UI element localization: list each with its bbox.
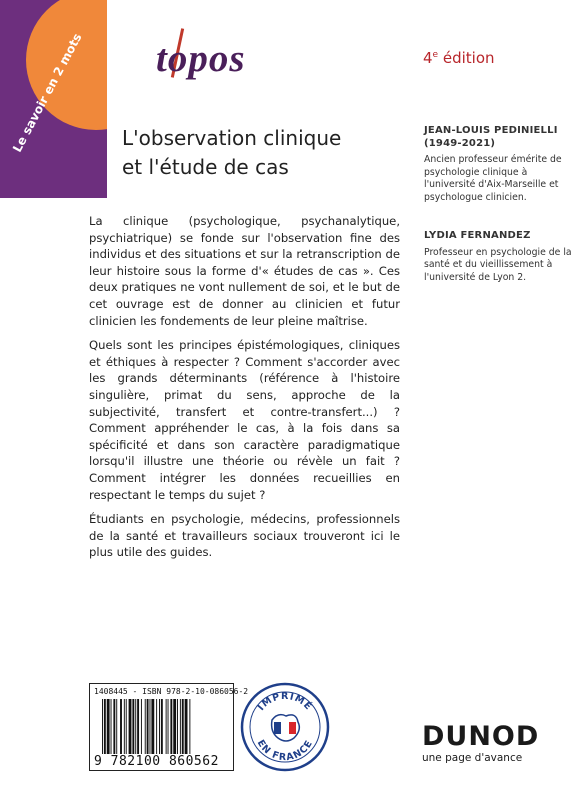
barcode-bar (120, 699, 122, 754)
barcode-bar (102, 699, 103, 754)
barcode-isbn: 1408445 - ISBN 978-2-10-086056-2 (94, 687, 249, 696)
barcode-bar (177, 699, 178, 754)
barcode-bars (102, 699, 224, 754)
seal-icon (240, 682, 330, 772)
barcode-digits: 9 782100 860562 (94, 754, 219, 769)
book-title (122, 124, 382, 182)
barcode-bar (180, 699, 181, 754)
author-dates: (1949-2021) (424, 137, 496, 149)
edition-label: 4e édition (423, 49, 495, 67)
barcode-box (89, 683, 249, 771)
summary-paragraph: Étudiants en psychologie, médecins, professionnels de la santé et travailleurs sociaux trouveront ici le plus utile des guides. (89, 512, 400, 560)
barcode-bar (113, 699, 115, 754)
author-name: LYDIA FERNANDEZ (424, 230, 531, 241)
printed-in-france-seal (240, 682, 330, 772)
barcode-bar (124, 699, 125, 754)
publisher-name: DUNOD (422, 721, 540, 752)
author-bio: Professeur en psychologie de la santé et du vieillissement à l'université de Lyon 2. (424, 246, 572, 283)
barcode-bar (132, 699, 134, 754)
barcode-bar (129, 699, 132, 754)
barcode-bar (189, 699, 190, 754)
barcode-bar (161, 699, 163, 754)
barcode-bar (147, 699, 149, 754)
author-block (424, 125, 574, 204)
barcode-bar (182, 699, 184, 754)
barcode-bar (150, 699, 151, 754)
summary-paragraph: La clinique (psychologique, psychanalytique, psychiatrique) se fonde sur l'observation fine des individus et des situations et sur la retranscription de leur histoire sous la forme d'« études de cas ». Ces deux pratiques ne vont nullement de soi, et le but de cet ouvrage est de donner au clinicien et futur clinicien les fondements de leur pleine maîtrise. (89, 214, 400, 328)
series-tagline: Le savoir en 2 mots (10, 31, 85, 155)
book-title-line: et l'étude de cas (122, 155, 289, 179)
barcode-bar (137, 699, 139, 754)
author-name: JEAN-LOUIS PEDINIELLI (424, 125, 558, 136)
author-block (424, 230, 574, 284)
series-prefix: Les (108, 52, 136, 71)
barcode-bar (104, 699, 106, 754)
series-logo: topos (156, 37, 246, 80)
publisher-tagline: une page d'avance (422, 752, 523, 764)
barcode-bar (126, 699, 127, 754)
barcode-bar (141, 699, 142, 754)
barcode-bar (156, 699, 157, 754)
barcode-bar (159, 699, 160, 754)
barcode-bar (135, 699, 136, 754)
barcode-bar (185, 699, 188, 754)
seal-top-text: IMPRIMÉ (255, 690, 315, 713)
barcode-bar (111, 699, 112, 754)
barcode-bar (166, 699, 167, 754)
barcode-bar (116, 699, 117, 754)
author-bio: Ancien professeur émérite de psychologie clinique à l'université d'Aix-Marseille et psychologue clinicien. (424, 154, 562, 203)
barcode-bar (107, 699, 110, 754)
barcode-bar (168, 699, 169, 754)
book-title-line: L'observation clinique (122, 126, 342, 150)
barcode-bar (151, 699, 154, 754)
series-band (0, 0, 107, 198)
seal-bottom-text: EN FRANCE (254, 738, 316, 764)
barcode-bar (173, 699, 176, 754)
barcode-bar (170, 699, 172, 754)
publisher-logo (422, 723, 552, 764)
summary-paragraph: Quels sont les principes épistémologiques, cliniques et éthiques à respecter ? Comment s'accorder avec les grands déterminants (référence à l'histoire singulière, primat du sens, approche de la subjectivité, transfert et contre-transfert...) ? Comment appréhender le cas, à la fois dans sa spécificité et dans son caractère paradigmatique lorsqu'il illustre une théorie ou révèle un fait ? Comment intégrer les données recueillies en respectant le temps du sujet ? (89, 338, 400, 502)
barcode-bar (145, 699, 146, 754)
summary-text (89, 213, 400, 569)
